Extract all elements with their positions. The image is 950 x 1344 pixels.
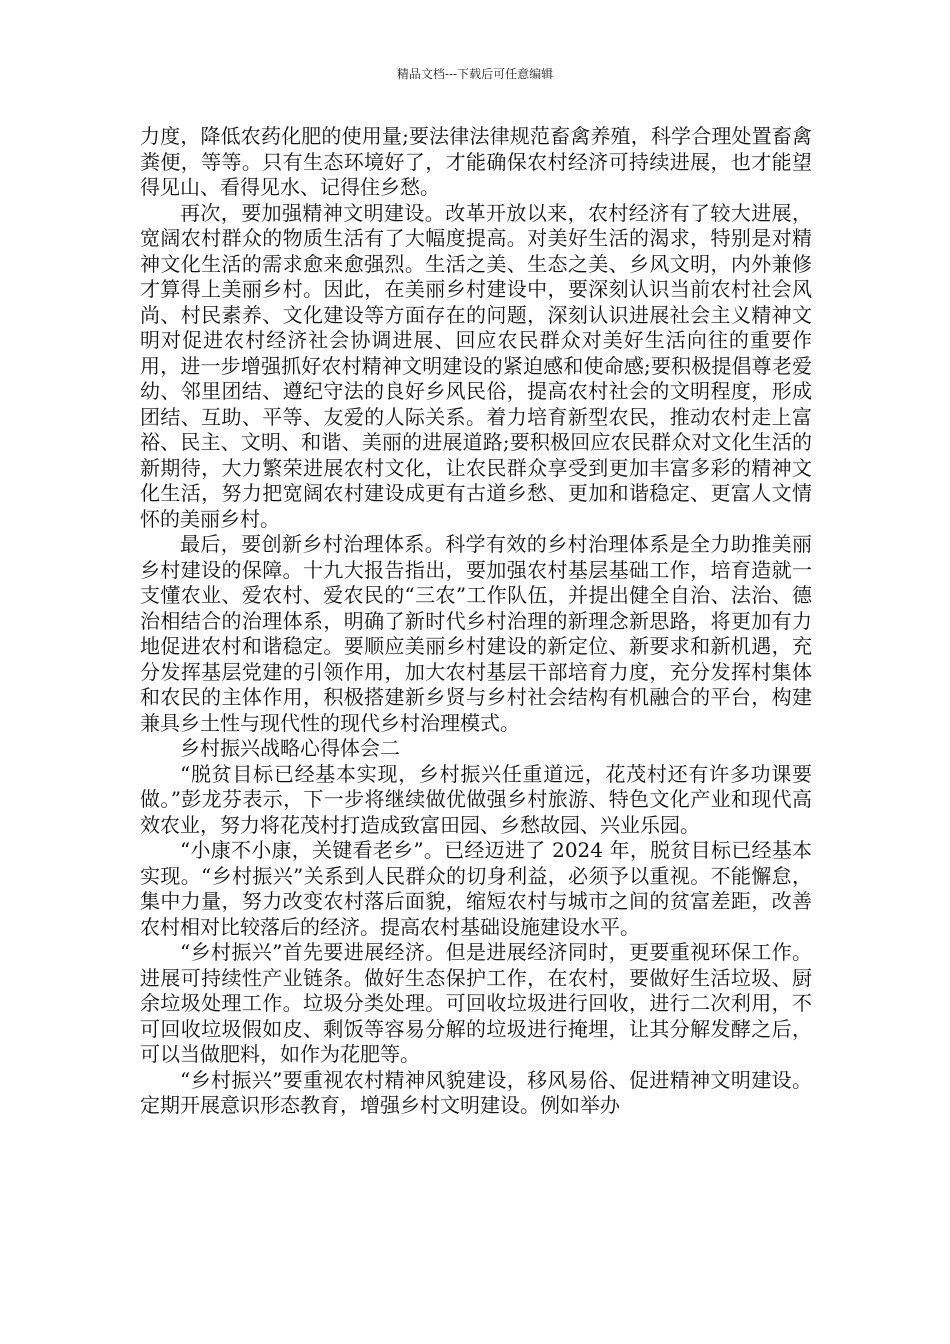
document-body	[140, 124, 812, 1119]
paragraph-spiritual-outlook: “乡村振兴”要重视农村精神风貌建设，移风易俗、促进精神文明建设。定期开展意识形态教育，增强乡村文明建设。例如举办	[140, 1067, 812, 1117]
paragraph-economy-environment: “乡村振兴”首先要进展经济。但是进展经济同时，更要重视环保工作。进展可持续性产业链条。做好生态保护工作，在农村，要做好生活垃圾、厨余垃圾处理工作。垃圾分类处理。可回收垃圾进行回收，进行二次利用，不可回收垃圾假如皮、剩饭等容易分解的垃圾进行掩埋，让其分解发酵之后，可以当做肥料，如作为花肥等。	[140, 940, 812, 1066]
paragraph-spiritual-civilization: 再次，要加强精神文明建设。改革开放以来，农村经济有了较大进展，宽阔农村群众的物质生活有了大幅度提高。对美好生活的渴求，特别是对精神文化生活的需求愈来愈强烈。生活之美、生态之美、乡风文明，内外兼修才算得上美丽乡村。因此，在美丽乡村建设中，要深刻认识当前农村社会风尚、村民素养、文化建设等方面存在的问题，深刻认识进展社会主义精神文明对促进农村经济社会协调进展、回应农民群众对美好生活向往的重要作用，进一步增强抓好农村精神文明建设的紧迫感和使命感;要积极提倡尊老爱幼、邻里团结、遵纪守法的良好乡风民俗，提高农村社会的文明程度，形成团结、互助、平等、友爱的人际关系。着力培育新型农民，推动农村走上富裕、民主、文明、和谐、美丽的进展道路;要积极回应农民群众对文化生活的新期待，大力繁荣进展农村文化，让农民群众享受到更加丰富多彩的精神文化生活，努力把宽阔农村建设成更有古道乡愁、更加和谐稳定、更富人文情怀的美丽乡村。	[140, 200, 812, 531]
paragraph-xiaokang: “小康不小康，关键看老乡”。已经迈进了 2024 年，脱贫目标已经基本实现。“乡村振兴”关系到人民群众的切身利益，必须予以重视。不能懈怠，集中力量，努力改变农村落后面貌，缩短农村与城市之间的贫富差距，改善农村相对比较落后的经济。提高农村基础设施建设水平。	[140, 838, 812, 939]
paragraph-ecology-continued: 力度，降低农药化肥的使用量;要法律法律规范畜禽养殖，科学合理处置畜禽粪便，等等。只有生态环境好了，才能确保农村经济可持续进展，也才能望得见山、看得见水、记得住乡愁。	[140, 124, 812, 199]
paragraph-huamao-village: “脱贫目标已经基本实现，乡村振兴任重道远，花茂村还有许多功课要做。”彭龙芬表示，下一步将继续做优做强乡村旅游、特色文化产业和现代高效农业，努力将花茂村打造成致富田园、乡愁故园、兴业乐园。	[140, 761, 812, 837]
page-header: 精品文档---下载后可任意编辑	[396, 67, 554, 81]
paragraph-governance-system: 最后，要创新乡村治理体系。科学有效的乡村治理体系是全力助推美丽乡村建设的保障。十九大报告指出，要加强农村基层基础工作，培育造就一支懂农业、爱农村、爱农民的“三农”工作队伍，并提出健全自治、法治、德治相结合的治理体系，明确了新时代乡村治理的新理念新思路，将更加有力地促进农村和谐稳定。要顺应美丽乡村建设的新定位、新要求和新机遇，充分发挥基层党建的引领作用，加大农村基层干部培育力度，充分发挥村集体和农民的主体作用，积极搭建新乡贤与乡村社会结构有机融合的平台，构建兼具乡土性与现代性的现代乡村治理模式。	[140, 532, 812, 735]
section-heading: 乡村振兴战略心得体会二	[180, 736, 400, 760]
